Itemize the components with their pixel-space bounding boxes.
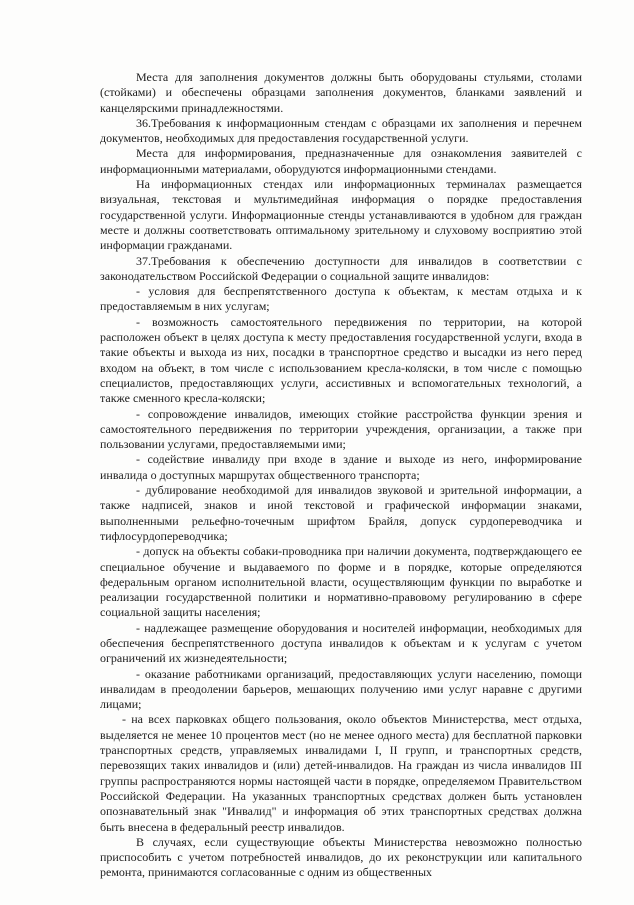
list-item: - содействие инвалиду при входе в здание и выходе из него, информирование инвалида о доступных маршрутах общественного транспорта; bbox=[100, 452, 582, 482]
paragraph: Места для заполнения документов должны быть оборудованы стульями, столами (стойками) и обеспечены образцами заполнения документов, бланками заявлений и канцелярскими принадлежностями. bbox=[100, 70, 582, 115]
document-body bbox=[100, 70, 582, 881]
paragraph: Места для информирования, предназначенные для ознакомления заявителей с информационными материалами, оборудуются информационными стендами. bbox=[100, 146, 582, 176]
paragraph: 36.Требования к информационным стендам с образцами их заполнения и перечнем документов, необходимых для предоставления государственной услуги. bbox=[100, 115, 582, 146]
list-item: - сопровождение инвалидов, имеющих стойкие расстройства функции зрения и самостоятельного передвижения по территории учреждения, организации, а также при пользовании услугами, предоставляемыми ими; bbox=[100, 406, 582, 452]
list-item: - возможность самостоятельного передвижения по территории, на которой расположен объект в целях доступа к месту предоставления государственной услуги, входа в такие объекты и выхода из них, посадки в транспортное средство и высадки из него перед входом на объект, в том числе с использованием кресла-коляски, в том числе с помощью специалистов, предоставляющих услуги, ассистивных и вспомогательных технологий, а также сменного кресла-коляски; bbox=[100, 314, 582, 406]
paragraph: В случаях, если существующие объекты Министерства невозможно полностью приспособить с учетом потребностей инвалидов, до их реконструкции или капитального ремонта, принимаются согласованные с одним из общественных bbox=[100, 834, 582, 880]
paragraph: 37.Требования к обеспечению доступности для инвалидов в соответствии с законодательством Российской Федерации о социальной защите инвалидов: bbox=[100, 253, 582, 283]
list-item: - оказание работниками организаций, предоставляющих услуги населению, помощи инвалидам в преодолении барьеров, мешающих получению ими услуг наравне с другими лицами; bbox=[100, 666, 582, 712]
list-item: - допуск на объекты собаки-проводника при наличии документа, подтверждающего ее специальное обучение и выдаваемого по форме и в порядке, которые определяются федеральным органом исполнительной власти, осуществляющим функции по выработке и реализации государственной политики и нормативно-правовому регулированию в сфере социальной защиты населения; bbox=[100, 544, 582, 620]
list-item: - дублирование необходимой для инвалидов звуковой и зрительной информации, а также надписей, знаков и иной текстовой и графической информации знаками, выполненными рельефно-точечным шрифтом Брайля, допуск сурдопереводчика и тифлосурдопереводчика; bbox=[100, 483, 582, 543]
list-item: - надлежащее размещение оборудования и носителей информации, необходимых для обеспечения беспрепятственного доступа инвалидов к объектам и к услугам с учетом ограничений их жизнедеятельности; bbox=[100, 620, 582, 666]
paragraph: На информационных стендах или информационных терминалах размещается визуальная, текстовая и мультимедийная информация о порядке предоставления государственной услуги. Информационные стенды устанавливаются в удобном для граждан месте и должны соответствовать оптимальному зрительному и слуховому восприятию этой информации гражданами. bbox=[100, 177, 582, 253]
list-item: - на всех парковках общего пользования, около объектов Министерства, мест отдыха, выделяется не менее 10 процентов мест (но не менее одного места) для бесплатной парковки транспортных средств, управляемых инвалидами I, II групп, и транспортных средств, перевозящих таких инвалидов и (или) детей-инвалидов. На граждан из числа инвалидов III группы распространяются нормы настоящей части в порядке, определяемом Правительством Российской Федерации. На указанных транспортных средствах должен быть установлен опознавательный знак "Инвалид" и информация об этих транспортных средствах должна быть внесена в федеральный реестр инвалидов. bbox=[100, 712, 582, 834]
list-item: - условия для беспрепятственного доступа к объектам, к местам отдыха и к предоставляемым в них услугам; bbox=[100, 284, 582, 314]
